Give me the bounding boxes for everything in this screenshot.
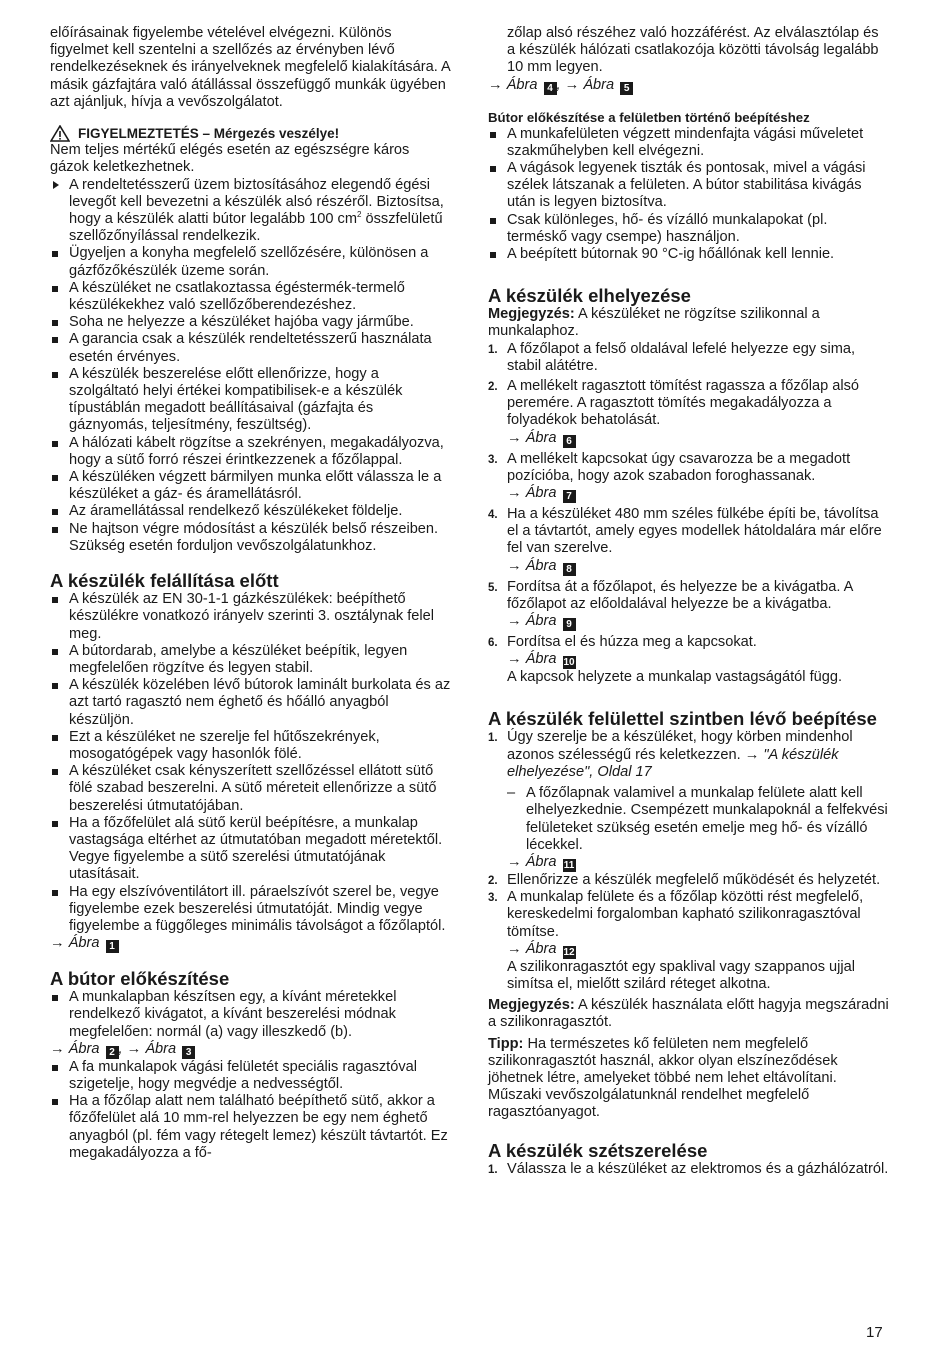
bullet-icon <box>52 372 58 378</box>
bullet-icon <box>52 821 58 827</box>
bullet-icon <box>490 218 496 224</box>
list-item-text: A készüléket csak kényszerített szellőzéssel ellátott sütő fölé szabad beszerelni. A sütő méreteit ellenőrizze a sütő beszerelési útmutatójában. <box>69 763 437 814</box>
continued-paragraph: zőlap alsó részéhez való hozzáférést. Az elválasztólap és a készülék hálózati csatlakozója közötti távolság legalább 10 mm legyen. <box>507 25 879 76</box>
warning-icon <box>50 125 70 142</box>
list-item: 6. Fordítsa el és húzza meg a kapcsokat. → Ábra 10 A kapcsok helyzete a munkalap vastagságától függ. <box>488 634 890 686</box>
subsection-heading-flush-prep: Bútor előkészítése a felületben történő beépítéshez <box>488 109 810 125</box>
bullet-icon <box>52 1099 58 1105</box>
list-item-text: Fordítsa át a főzőlapot, és helyezze be a kivágatba. A főzőlapot az előoldalával helyezze be a kivágatba. <box>507 578 853 612</box>
list-item-text: A fa munkalapok vágási felületét speciális ragasztóval szigetelje, hogy megvédje a nedvességtől. <box>69 1058 418 1092</box>
bullet-icon <box>52 649 58 655</box>
step-sup: 2 <box>357 210 362 220</box>
list-item-text: Ügyeljen a konyha megfelelő szellőzésére, különösen a gázfőzőkészülék üzeme során. <box>69 245 429 279</box>
warning-heading <box>50 125 452 142</box>
bullet-icon <box>52 251 58 257</box>
list-item: 5. Fordítsa át a főzőlapot, és helyezze be a kivágatba. A főzőlapot az előoldalával helyezze be a kivágatba. → Ábra 9 <box>488 579 890 631</box>
bullet-icon <box>490 166 496 172</box>
bullet-icon <box>52 509 58 515</box>
list-item-text: A munkalapban készítsen egy, a kívánt méretekkel rendelkező kivágatot, a kívánt beszerelési módnak megfelelően: normál (a) vagy illeszkedő (b). <box>69 989 397 1040</box>
list-item <box>50 521 452 555</box>
bullet-icon <box>52 441 58 447</box>
list-item-text: Az áramellátással rendelkező készülékeket földelje. <box>69 503 403 520</box>
figure-number-badge: 3 <box>182 1046 195 1059</box>
list-item <box>50 643 452 677</box>
figure-number-badge: 9 <box>563 618 576 631</box>
left-column <box>50 25 452 1162</box>
section-heading-flush-install: A készülék felülettel szintben lévő beépítése <box>488 708 877 730</box>
list-item-text: A garancia csak a készülék rendeltetésszerű használata esetén érvényes. <box>69 331 432 365</box>
list-item-text: A készülék közelében lévő bútorok laminált burkolata és az azt tartó ragasztó nem éghető és hőálló anyagból készüljön. <box>69 677 451 728</box>
figure-number-badge: 4 <box>544 82 557 95</box>
removal-step-1: 1. Válassza le a készüléket az elektromos és a gázhálózatról. <box>488 1160 889 1177</box>
list-item <box>488 126 890 160</box>
list-item-text: Fordítsa el és húzza meg a kapcsokat. <box>507 634 757 651</box>
list-item-text: A hálózati kábelt rögzítse a szekrényen, megakadályozva, hogy a sütő forró részei érintkezzenek a főzőlappal. <box>69 434 444 468</box>
list-item <box>50 884 452 936</box>
section-heading-placement: A készülék elhelyezése <box>488 285 691 307</box>
safety-bullet-list <box>50 245 452 555</box>
step-extra-text: A kapcsok helyzete a munkalap vastagságától függ. <box>507 669 843 686</box>
list-item-text: A főzőlapot a felső oldalával lefelé helyezze egy sima, stabil alátétre. <box>507 340 856 374</box>
bullet-icon <box>52 683 58 689</box>
list-item <box>50 1093 452 1162</box>
bullet-icon <box>52 769 58 775</box>
section-heading-furniture-prep: A bútor előkészítése <box>50 968 230 990</box>
placement-step-list <box>488 341 890 687</box>
list-item-text: Ezt a készüléket ne szerelje fel hűtőszekrények, mosogatógépek vagy hasonlók fölé. <box>69 728 380 762</box>
list-item <box>50 435 452 469</box>
bullet-icon <box>490 132 496 138</box>
figure-number-badge: 11 <box>563 859 575 871</box>
list-item-text: Ha a készüléket 480 mm széles fülkébe építi be, távolítsa el a távtartót, amely egyes modellek hátoldalára már előre fel van szerelve. <box>507 506 882 557</box>
figure-reference: → Ábra 11 <box>507 853 575 871</box>
list-item <box>50 677 452 729</box>
bullet-icon <box>52 286 58 292</box>
list-item-text: A készüléket ne csatlakoztassa égéstermék-termelő készülékekhez való szellőzőberendezéshez. <box>69 279 405 314</box>
list-item: 3. A mellékelt kapcsokat úgy csavarozza be a megadott pozícióba, hogy azok szabadon foroghassanak. → Ábra 7 <box>488 451 890 503</box>
silicone-note: Megjegyzés: A készülék használata előtt hagyja megszáradni a szilikonragasztót. <box>488 997 889 1031</box>
list-item-text: A készüléken végzett bármilyen munka előtt válassza le a készüléket a gáz- és áramellátásról. <box>69 469 442 503</box>
list-item-text: Soha ne helyezze a készüléket hajóba vagy járműbe. <box>69 314 414 331</box>
figure-number-badge: 2 <box>106 1046 119 1059</box>
bullet-icon <box>52 995 58 1001</box>
list-item <box>50 591 452 643</box>
bullet-icon <box>490 252 496 258</box>
list-item: 2. A mellékelt ragasztott tömítést ragassza a főzőlap alsó peremére. A ragasztott tömítés megakadályozza a folyadékok behatolását. → Ábra 6 <box>488 378 890 448</box>
bullet-icon <box>52 597 58 603</box>
list-item-text: A készülék az EN 30-1-1 gázkészülékek: beépíthető készülékre vonatkozó irányelv szerinti 3. osztálynak felel meg. <box>69 591 435 642</box>
list-item-text: Csak különleges, hő- és vízálló munkalapokat (pl. terméskő vagy csempe) használjon. <box>507 211 828 245</box>
flush-step-3-extra: A szilikonragasztót egy spaklival vagy szappanos ujjal simítsa el, mielőtt szilárd réteget alkotna. <box>507 958 856 992</box>
list-item <box>50 815 452 884</box>
list-item <box>488 246 890 263</box>
list-item <box>50 366 452 435</box>
list-item-text: Ha a főzőlap alatt nem található beépíthető sütő, akkor a főzőfelület alá 10 mm-rel helyezzen be egy nem éghető anyagból (pl. fém vagy rétegelt lemez) készült távtartót. Ez megakadályozza a fő- <box>69 1093 448 1161</box>
list-item <box>50 331 452 365</box>
list-item <box>50 1059 452 1093</box>
list-item-text: A beépített bútornak 90 °C-ig hőállónak kell lennie. <box>507 246 835 263</box>
list-item <box>50 280 452 314</box>
list-item-text: A készülék beszerelése előtt ellenőrizze, hogy a szolgáltató helyi értékei kompatibilisek-e a készülék típustáblán megadott beállításaival (gázfajta és gáznyomás, teljesítmény, feszültség). <box>69 365 403 434</box>
bullet-icon <box>52 735 58 741</box>
setup-bullet-list <box>50 591 452 935</box>
list-item-text: A mellékelt kapcsokat úgy csavarozza be a megadott pozícióba, hogy azok szabadon foroghassanak. <box>507 450 851 484</box>
warning-text: Nem teljes mértékű elégés esetén az egészségre káros gázok keletkezhetnek. <box>50 142 410 176</box>
intro-paragraph: előírásainak figyelembe vételével elvégezni. Különös figyelmet kell szentelni a szellőzés az érvényben lévő rendelkezéseknek és irányelveknek megfelelő kialakítására. A másik gázfajtára való átállással összefüggő munkák ügyében azt ajánljuk, hívja a vevőszolgálatot. <box>50 25 450 110</box>
list-item-text: A bútordarab, amelybe a készüléket beépítik, legyen megfelelően rögzítve és legyen stabil. <box>69 642 408 676</box>
flush-step-3: 3. A munkalap felülete és a főzőlap közötti rést megfelelő, kereskedelmi forgalomban kapható szilikonragasztóval tömítse. <box>488 889 864 940</box>
figure-number-badge: 10 <box>563 657 575 669</box>
bullet-icon <box>52 890 58 896</box>
list-item-text: A mellékelt ragasztott tömítést ragassza a főzőlap alsó peremére. A ragasztott tömítés megakadályozza a folyadékok behatolását. <box>507 378 860 429</box>
figure-number-badge: 8 <box>563 563 576 576</box>
warning-step <box>50 177 452 246</box>
bullet-icon <box>52 527 58 533</box>
figure-number-badge: 1 <box>106 940 119 953</box>
flush-prep-bullet-list <box>488 126 890 264</box>
furniture-bullet-list-2 <box>50 1059 452 1162</box>
list-item <box>50 503 452 520</box>
list-item-text: Ne hajtson végre módosítást a készülék belső részeiben. Szükség esetén forduljon vevőszolgálatunkhoz. <box>69 520 439 554</box>
placement-note: Megjegyzés: A készüléket ne rögzítse szilikonnal a munkalaphoz. <box>488 306 820 340</box>
list-item <box>50 763 452 815</box>
page-cross-reference: → "A készülék elhelyezése", Oldal 17 <box>507 746 839 780</box>
flush-step-1: 1. Úgy szerelje be a készüléket, hogy körben mindenhol azonos szélességű rés keletkezzen. → "A készülék elhelyezése", Oldal 17 <box>488 729 853 780</box>
list-item <box>488 212 890 246</box>
section-heading-removal: A készülék szétszerelése <box>488 1139 708 1161</box>
step-text-a: A rendeltetésszerű üzem biztosításához elegendő égési levegőt kell bevezetni a készülék alsó részéről. Biztosítsa, hogy a készülék alatti bútor legalább 100 cm <box>69 176 444 228</box>
list-item: 1. A főzőlapot a felső oldalával lefelé helyezze egy sima, stabil alátétre. <box>488 340 856 374</box>
figure-reference: → Ábra 7 <box>507 485 890 503</box>
figure-reference: → Ábra 2 , → Ábra 3 <box>50 1041 452 1059</box>
flush-step-2: 2. Ellenőrizze a készülék megfelelő működését és helyzetét. <box>488 871 881 888</box>
list-item-text: A vágások legyenek tiszták és pontosak, mivel a vágási szélek látszanak a felületen. A bútor stabilitása kivágás után is legyen biztosítva. <box>507 160 866 211</box>
warning-title: FIGYELMEZTETÉS – Mérgezés veszélye! <box>78 126 340 142</box>
list-item-text: Ha a főzőfelület alá sütő kerül beépítésre, a munkalap vastagsága eltérhet az útmutatóban megadott méretektől. Vegye figyelembe a sütő szerelési útmutatójának utasításait. <box>69 814 443 883</box>
figure-reference: → Ábra 1 <box>50 935 452 953</box>
section-heading-before-setup: A készülék felállítása előtt <box>50 570 279 592</box>
flush-sub-item: – A főzőlapnak valamivel a munkalap felülete alatt kell elhelyezkednie. Csempézett munkalapoknál a felfekvési felületeket szükség esetén emelje meg hő- és vízálló lécekkel. <box>507 785 888 853</box>
list-item: 4. Ha a készüléket 480 mm széles fülkébe építi be, távolítsa el a távtartót, amely egyes modellek hátoldalára már előre fel van szerelve. → Ábra 8 <box>488 506 890 576</box>
figure-number-badge: 12 <box>563 946 575 958</box>
list-item-text: A munkafelületen végzett mindenfajta vágási műveletet szakműhelyben kell elvégezni. <box>507 125 864 159</box>
bullet-icon <box>52 1065 58 1071</box>
bullet-icon <box>52 475 58 481</box>
figure-reference: → Ábra 9 <box>507 613 890 631</box>
list-item <box>50 245 452 279</box>
list-item <box>488 160 890 212</box>
bullet-icon <box>52 320 58 326</box>
figure-reference: → Ábra 10 <box>507 651 575 669</box>
furniture-bullet-list <box>50 989 452 1041</box>
list-item <box>50 314 452 331</box>
right-column <box>488 25 890 1178</box>
figure-reference: → Ábra 6 <box>507 430 890 448</box>
figure-number-badge: 7 <box>563 490 576 503</box>
figure-number-badge: 5 <box>620 82 633 95</box>
figure-reference: → Ábra 12 <box>507 940 575 958</box>
step-text-b: összfelületű szellőzőnyílással rendelkezik. <box>69 211 443 245</box>
list-item <box>50 729 452 763</box>
step-arrow-icon <box>53 181 59 189</box>
figure-reference: → Ábra 8 <box>507 558 890 576</box>
figure-number-badge: 6 <box>563 435 576 448</box>
list-item <box>50 469 452 503</box>
tip-paragraph: Tipp: Ha természetes kő felületen nem megfelelő szilikonragasztót használ, akkor olyan elszíneződések jöhetnek létre, amelyeket többé nem lehet eltávolítani. Műszaki vevőszolgálatunknál rendelhet megfelelő ragasztóanyagot. <box>488 1035 838 1121</box>
figure-reference: → Ábra 4 , → Ábra 5 <box>488 77 890 95</box>
page-number: 17 <box>866 1324 883 1341</box>
list-item <box>50 989 452 1041</box>
bullet-icon <box>52 337 58 343</box>
list-item-text: Ha egy elszívóventilátort ill. páraelszívót szerel be, vegye figyelembe ezek beszerelési útmutatóját. Mindig vegye figyelembe a függőleges minimális távolságot a főzőlaptól. <box>69 883 446 934</box>
